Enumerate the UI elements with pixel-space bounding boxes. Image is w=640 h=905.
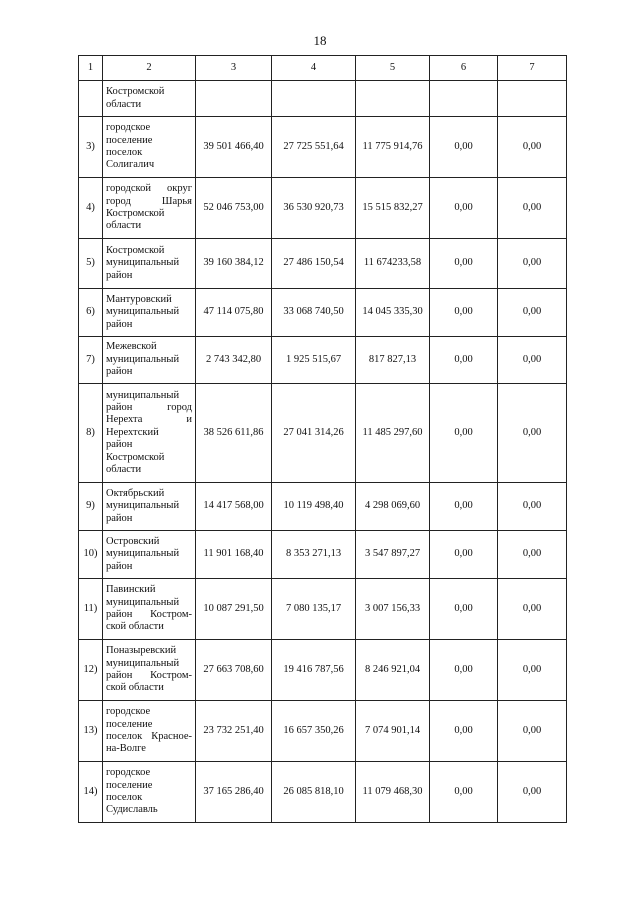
amount-col-4: 27 725 551,64: [272, 117, 356, 178]
name-line: области: [106, 464, 142, 476]
row-number: 4): [79, 178, 103, 239]
row-number: 10): [79, 531, 103, 579]
municipality-name: [103, 239, 196, 289]
amount-col-4: 26 085 818,10: [272, 762, 356, 823]
cell-empty: [272, 81, 356, 117]
amount-col-6: 0,00: [430, 239, 498, 289]
amount-col-4: 10 119 498,40: [272, 483, 356, 531]
name-line: городское: [106, 767, 151, 779]
amount-col-6: 0,00: [430, 531, 498, 579]
row-number: 7): [79, 337, 103, 384]
header-col-2: 2: [103, 56, 196, 81]
budget-table: [78, 55, 567, 823]
amount-col-6: 0,00: [430, 640, 498, 701]
name-line: поселение: [106, 779, 153, 791]
amount-col-5: 11 674233,58: [356, 239, 430, 289]
header-col-1: 1: [79, 56, 103, 81]
name-line: Солигалич: [106, 159, 155, 171]
table-row: [79, 178, 567, 239]
amount-col-3: 27 663 708,60: [196, 640, 272, 701]
municipality-name: [103, 701, 196, 762]
amount-col-6: 0,00: [430, 384, 498, 483]
amount-col-6: 0,00: [430, 579, 498, 640]
name-line: муниципальный: [106, 548, 180, 560]
amount-col-3: 47 114 075,80: [196, 289, 272, 337]
row-number: 8): [79, 384, 103, 483]
table-row: [79, 701, 567, 762]
name-line: район: [106, 560, 133, 572]
amount-col-5: 11 079 468,30: [356, 762, 430, 823]
municipality-name: [103, 531, 196, 579]
amount-col-4: 1 925 515,67: [272, 337, 356, 384]
table-row: [79, 531, 567, 579]
amount-col-5: 3 007 156,33: [356, 579, 430, 640]
amount-col-3: 38 526 611,86: [196, 384, 272, 483]
table-row: [79, 384, 567, 483]
name-line: городской округ: [106, 183, 192, 195]
row-number: 3): [79, 117, 103, 178]
name-line: муниципальный: [106, 596, 180, 608]
name-line: район: [106, 366, 133, 378]
name-line: Павинский: [106, 584, 156, 596]
table-row: [79, 117, 567, 178]
amount-col-5: 4 298 069,60: [356, 483, 430, 531]
municipality-name: [103, 640, 196, 701]
amount-col-3: 52 046 753,00: [196, 178, 272, 239]
amount-col-5: 8 246 921,04: [356, 640, 430, 701]
name-line: Костромской: [106, 208, 165, 219]
municipality-name: [103, 483, 196, 531]
name-line: город Шарья: [106, 195, 192, 207]
amount-col-4: 27 041 314,26: [272, 384, 356, 483]
amount-col-3: 37 165 286,40: [196, 762, 272, 823]
amount-col-6: 0,00: [430, 701, 498, 762]
name-line: район: [106, 269, 133, 281]
header-row: [79, 56, 567, 81]
row-number: 14): [79, 762, 103, 823]
name-line: район: [106, 439, 133, 451]
row-number: 5): [79, 239, 103, 289]
header-col-4: 4: [272, 56, 356, 81]
name-line: Межевской: [106, 341, 157, 353]
amount-col-6: 0,00: [430, 178, 498, 239]
name-line: Судиславль: [106, 804, 158, 816]
page-number: 18: [313, 33, 327, 48]
name-line: области: [106, 98, 142, 110]
row-number: 13): [79, 701, 103, 762]
header-col-7: 7: [498, 56, 567, 81]
name-line: Октябрьский: [106, 487, 165, 499]
amount-col-4: 36 530 920,73: [272, 178, 356, 239]
cell-num: [79, 81, 103, 117]
name-line: области: [106, 220, 142, 232]
name-line: городское: [106, 706, 151, 718]
table-row: [79, 579, 567, 640]
name-line: Костромской: [106, 244, 165, 256]
amount-col-5: 11 485 297,60: [356, 384, 430, 483]
amount-col-3: 14 417 568,00: [196, 483, 272, 531]
name-line: Поназыревский: [106, 645, 177, 657]
municipality-name: [103, 579, 196, 640]
row-number: 9): [79, 483, 103, 531]
name-line: поселок: [106, 147, 143, 158]
amount-col-3: 39 501 466,40: [196, 117, 272, 178]
row-number: 6): [79, 289, 103, 337]
amount-col-3: 11 901 168,40: [196, 531, 272, 579]
amount-col-4: 27 486 150,54: [272, 239, 356, 289]
amount-col-5: 11 775 914,76: [356, 117, 430, 178]
name-line: поселок Красное-: [106, 731, 192, 742]
amount-col-7: 0,00: [498, 337, 567, 384]
cell-empty: [430, 81, 498, 117]
amount-col-6: 0,00: [430, 289, 498, 337]
name-line: Нерехта и: [106, 414, 192, 426]
cell-empty: [356, 81, 430, 117]
amount-col-7: 0,00: [498, 384, 567, 483]
amount-col-4: 7 080 135,17: [272, 579, 356, 640]
name-line: поселение: [106, 134, 153, 146]
name-line: ской области: [106, 621, 164, 633]
name-line: Мантуровский: [106, 293, 172, 305]
name-line: район город: [106, 401, 192, 413]
municipality-name: [103, 117, 196, 178]
name-line: район: [106, 512, 133, 524]
name-line: ской области: [106, 682, 164, 694]
amount-col-7: 0,00: [498, 701, 567, 762]
cell-name: [103, 81, 196, 117]
amount-col-3: 23 732 251,40: [196, 701, 272, 762]
amount-col-7: 0,00: [498, 579, 567, 640]
header-col-5: 5: [356, 56, 430, 81]
table-row: [79, 239, 567, 289]
amount-col-7: 0,00: [498, 117, 567, 178]
amount-col-5: 817 827,13: [356, 337, 430, 384]
header-col-6: 6: [430, 56, 498, 81]
name-line: Островский: [106, 535, 160, 547]
amount-col-5: 7 074 901,14: [356, 701, 430, 762]
amount-col-7: 0,00: [498, 531, 567, 579]
name-line: муниципальный: [106, 389, 180, 401]
name-line: муниципальный: [106, 657, 180, 669]
continuation-row: [79, 81, 567, 117]
table-row: [79, 762, 567, 823]
amount-col-4: 8 353 271,13: [272, 531, 356, 579]
amount-col-4: 16 657 350,26: [272, 701, 356, 762]
amount-col-7: 0,00: [498, 762, 567, 823]
municipality-name: [103, 178, 196, 239]
name-line: поселок: [106, 792, 143, 803]
name-line: муниципальный: [106, 353, 180, 365]
name-line: Костромской: [106, 451, 165, 463]
cell-empty: [498, 81, 567, 117]
amount-col-6: 0,00: [430, 117, 498, 178]
amount-col-5: 15 515 832,27: [356, 178, 430, 239]
name-line: район Костром-: [106, 609, 192, 620]
name-line: Костромской: [106, 86, 165, 98]
amount-col-7: 0,00: [498, 178, 567, 239]
cell-empty: [196, 81, 272, 117]
name-line: городское: [106, 122, 151, 134]
name-line: муниципальный: [106, 500, 180, 512]
amount-col-6: 0,00: [430, 337, 498, 384]
table-row: [79, 337, 567, 384]
municipality-name: [103, 762, 196, 823]
amount-col-3: 10 087 291,50: [196, 579, 272, 640]
amount-col-4: 33 068 740,50: [272, 289, 356, 337]
table-row: [79, 483, 567, 531]
amount-col-6: 0,00: [430, 762, 498, 823]
name-line: муниципальный: [106, 306, 180, 318]
amount-col-7: 0,00: [498, 289, 567, 337]
name-line: район: [106, 318, 133, 330]
table-row: [79, 640, 567, 701]
header-col-3: 3: [196, 56, 272, 81]
amount-col-7: 0,00: [498, 239, 567, 289]
table-row: [79, 289, 567, 337]
amount-col-5: 3 547 897,27: [356, 531, 430, 579]
municipality-name: [103, 337, 196, 384]
amount-col-3: 2 743 342,80: [196, 337, 272, 384]
amount-col-5: 14 045 335,30: [356, 289, 430, 337]
name-line: поселение: [106, 718, 153, 730]
row-number: 11): [79, 579, 103, 640]
name-line: район Костром-: [106, 670, 192, 681]
amount-col-3: 39 160 384,12: [196, 239, 272, 289]
row-number: 12): [79, 640, 103, 701]
amount-col-7: 0,00: [498, 640, 567, 701]
amount-col-4: 19 416 787,56: [272, 640, 356, 701]
name-line: муниципальный: [106, 257, 180, 269]
name-line: на-Волге: [106, 743, 146, 755]
name-line: Нерехтский: [106, 426, 159, 438]
amount-col-6: 0,00: [430, 483, 498, 531]
amount-col-7: 0,00: [498, 483, 567, 531]
municipality-name: [103, 384, 196, 483]
municipality-name: [103, 289, 196, 337]
